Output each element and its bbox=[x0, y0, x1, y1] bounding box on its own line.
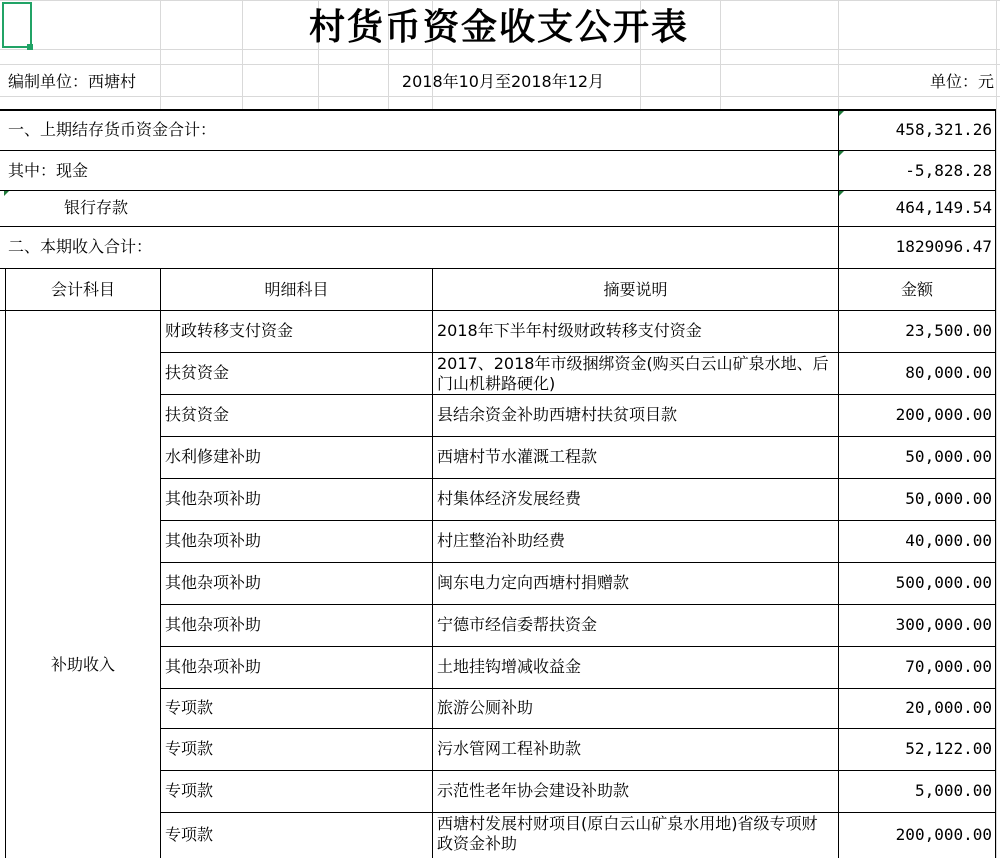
unit-org-cell[interactable]: 编制单位：西塘村 bbox=[8, 72, 137, 91]
row-amount[interactable]: 70,000.00 bbox=[905, 657, 992, 676]
unit-cell[interactable]: 单位：元 bbox=[929, 72, 994, 91]
header-detail[interactable]: 明细科目 bbox=[264, 280, 329, 299]
row-amount[interactable]: 80,000.00 bbox=[905, 363, 992, 382]
summary-label-bank[interactable]: 银行存款 bbox=[64, 198, 129, 217]
row-summary[interactable]: 闽东电力定向西塘村捐赠款 bbox=[437, 573, 630, 592]
row-summary[interactable]: 村庄整治补助经费 bbox=[437, 531, 566, 550]
cell-indicator-icon bbox=[839, 111, 844, 116]
row-detail[interactable]: 其他杂项补助 bbox=[165, 573, 262, 592]
summary-label-cash[interactable]: 其中：现金 bbox=[8, 161, 89, 180]
row-detail[interactable]: 其他杂项补助 bbox=[165, 531, 262, 550]
row-summary[interactable]: 示范性老年协会建设补助款 bbox=[437, 781, 630, 800]
summary-amount-previous-balance[interactable]: 458,321.26 bbox=[895, 120, 992, 139]
row-summary[interactable]: 旅游公厕补助 bbox=[437, 698, 534, 717]
row-amount[interactable]: 500,000.00 bbox=[895, 573, 992, 592]
row-amount[interactable]: 52,122.00 bbox=[905, 739, 992, 758]
row-detail[interactable]: 财政转移支付资金 bbox=[165, 321, 294, 340]
row-detail[interactable]: 其他杂项补助 bbox=[165, 657, 262, 676]
row-summary[interactable]: 西塘村发展村财项目(原白云山矿泉水用地)省级专项财政资金补助 bbox=[437, 814, 818, 853]
row-detail[interactable]: 专项款 bbox=[165, 825, 214, 844]
row-summary[interactable]: 县结余资金补助西塘村扶贫项目款 bbox=[437, 405, 678, 424]
row-summary[interactable]: 宁德市经信委帮扶资金 bbox=[437, 615, 598, 634]
cell-indicator-icon bbox=[839, 151, 844, 156]
cell-indicator-icon bbox=[839, 191, 844, 196]
row-amount[interactable]: 5,000.00 bbox=[914, 781, 992, 800]
summary-label-previous-balance[interactable]: 一、上期结存货币资金合计： bbox=[8, 120, 217, 139]
summary-amount-bank[interactable]: 464,149.54 bbox=[895, 198, 992, 217]
cell-indicator-icon bbox=[4, 191, 9, 196]
row-summary[interactable]: 土地挂钩增减收益金 bbox=[437, 657, 582, 676]
summary-amount-cash[interactable]: -5,828.28 bbox=[905, 161, 992, 180]
active-cell-selection[interactable] bbox=[2, 2, 32, 48]
fill-handle[interactable] bbox=[27, 44, 33, 50]
row-detail[interactable]: 专项款 bbox=[165, 698, 214, 717]
header-amount[interactable]: 金额 bbox=[900, 280, 933, 299]
row-summary[interactable]: 2017、2018年市级捆绑资金(购买白云山矿泉水地、后门山机耕路硬化) bbox=[437, 354, 829, 393]
row-amount[interactable]: 300,000.00 bbox=[895, 615, 992, 634]
row-detail[interactable]: 其他杂项补助 bbox=[165, 489, 262, 508]
header-account[interactable]: 会计科目 bbox=[50, 280, 115, 299]
row-amount[interactable]: 200,000.00 bbox=[895, 405, 992, 424]
row-amount[interactable]: 40,000.00 bbox=[905, 531, 992, 550]
row-summary[interactable]: 污水管网工程补助款 bbox=[437, 739, 582, 758]
row-amount[interactable]: 50,000.00 bbox=[905, 489, 992, 508]
row-detail[interactable]: 扶贫资金 bbox=[165, 363, 230, 382]
header-summary[interactable]: 摘要说明 bbox=[603, 280, 668, 299]
row-amount[interactable]: 200,000.00 bbox=[895, 825, 992, 844]
group-label-subsidy-income[interactable]: 补助收入 bbox=[50, 655, 115, 674]
row-summary[interactable]: 2018年下半年村级财政转移支付资金 bbox=[437, 321, 702, 340]
row-detail[interactable]: 专项款 bbox=[165, 739, 214, 758]
summary-amount-income-total[interactable]: 1829096.47 bbox=[895, 237, 992, 256]
summary-label-income-total[interactable]: 二、本期收入合计： bbox=[8, 237, 153, 256]
row-summary[interactable]: 村集体经济发展经费 bbox=[437, 489, 582, 508]
row-detail[interactable]: 其他杂项补助 bbox=[165, 615, 262, 634]
row-summary[interactable]: 西塘村节水灌溉工程款 bbox=[437, 447, 598, 466]
sheet-title[interactable]: 村货币资金收支公开表 bbox=[308, 6, 689, 48]
row-amount[interactable]: 20,000.00 bbox=[905, 698, 992, 717]
row-detail[interactable]: 水利修建补助 bbox=[165, 447, 262, 466]
row-amount[interactable]: 23,500.00 bbox=[905, 321, 992, 340]
period-cell[interactable]: 2018年10月至2018年12月 bbox=[401, 72, 605, 91]
row-amount[interactable]: 50,000.00 bbox=[905, 447, 992, 466]
row-detail[interactable]: 扶贫资金 bbox=[165, 405, 230, 424]
row-detail[interactable]: 专项款 bbox=[165, 781, 214, 800]
